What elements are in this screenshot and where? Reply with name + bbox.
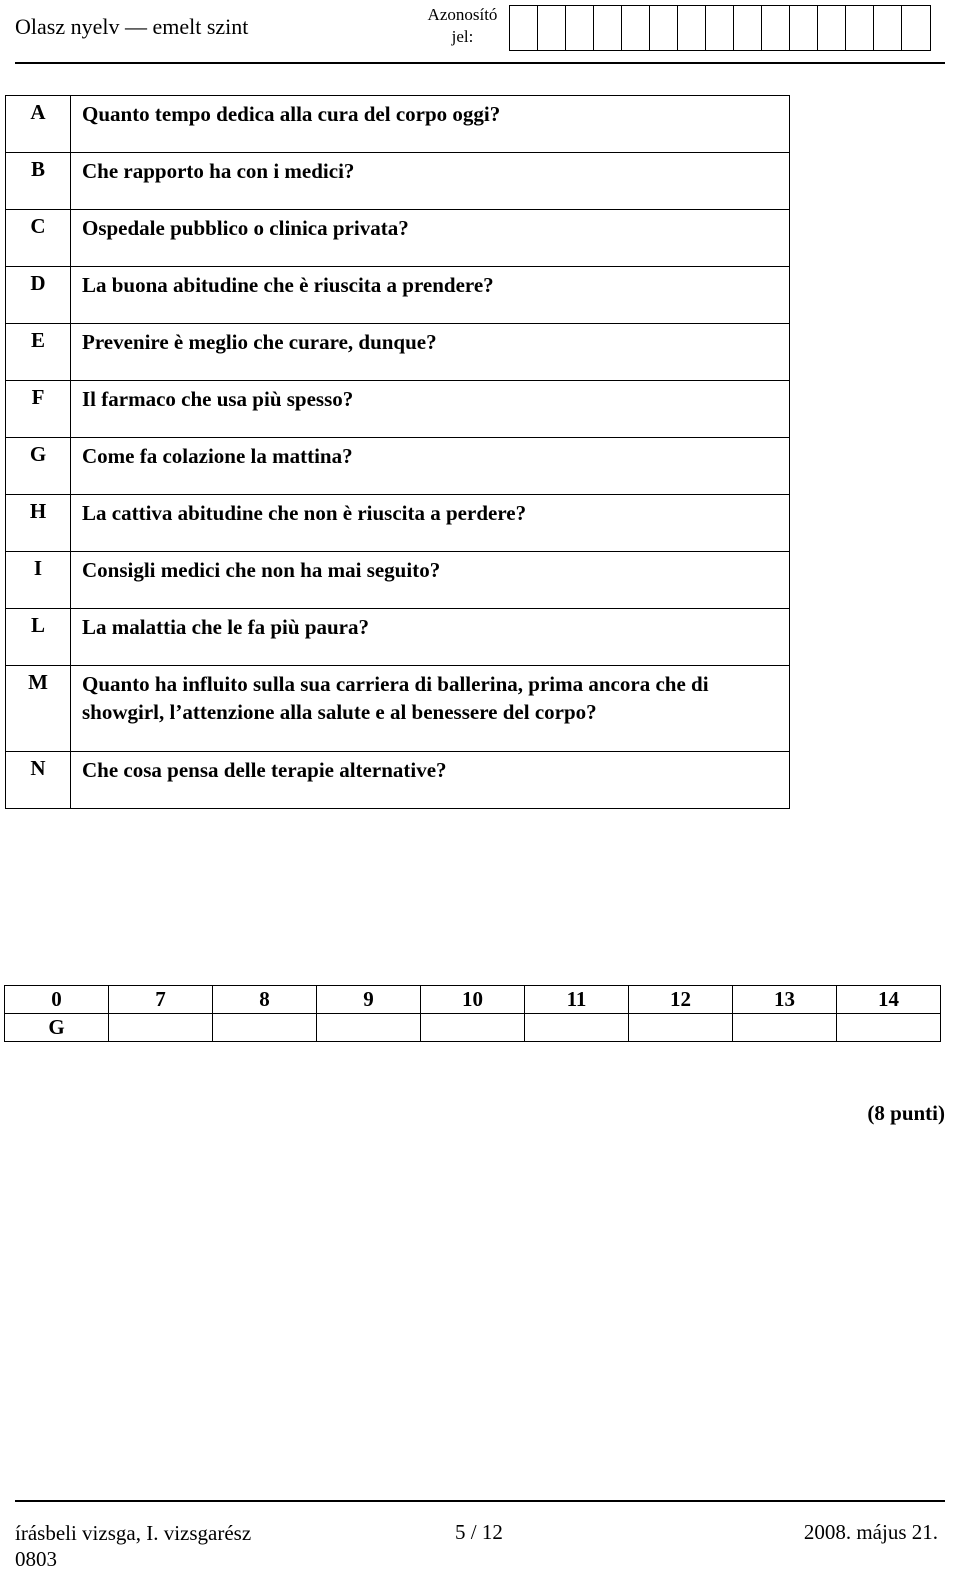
footer-exam-code: 0803	[15, 1547, 57, 1571]
question-text: Il farmaco che usa più spesso?	[71, 381, 790, 438]
id-box	[510, 6, 538, 50]
answer-number: 14	[837, 986, 941, 1014]
footer-divider	[15, 1500, 945, 1502]
page-header	[0, 0, 960, 64]
question-letter: M	[6, 666, 71, 752]
question-row	[6, 210, 790, 267]
question-row	[6, 666, 790, 752]
id-box	[790, 6, 818, 50]
id-box	[566, 6, 594, 50]
id-box	[762, 6, 790, 50]
id-label-line1: Azonosító	[427, 5, 498, 24]
answer-cell[interactable]	[629, 1014, 733, 1042]
answer-number: 13	[733, 986, 837, 1014]
page-number: 5 / 12	[455, 1520, 503, 1544]
answer-grid-answers-row	[5, 1014, 941, 1042]
answer-cell[interactable]	[109, 1014, 213, 1042]
answer-cell[interactable]	[525, 1014, 629, 1042]
question-row	[6, 609, 790, 666]
question-row	[6, 96, 790, 153]
question-row	[6, 267, 790, 324]
answer-grid	[4, 985, 941, 1042]
answer-number: 8	[213, 986, 317, 1014]
question-letter: B	[6, 153, 71, 210]
question-letter: L	[6, 609, 71, 666]
question-text: Quanto ha influito sulla sua carriera di ballerina, prima ancora che di showgirl, l’attenzione alla salute e al benessere del corpo?	[71, 666, 790, 752]
id-box	[594, 6, 622, 50]
question-letter: I	[6, 552, 71, 609]
id-box	[846, 6, 874, 50]
answer-cell[interactable]	[837, 1014, 941, 1042]
question-row	[6, 552, 790, 609]
id-label	[420, 4, 505, 48]
id-box	[622, 6, 650, 50]
question-text: Che cosa pensa delle terapie alternative?	[71, 752, 790, 809]
question-letter: E	[6, 324, 71, 381]
question-row	[6, 438, 790, 495]
id-box	[734, 6, 762, 50]
answer-cell[interactable]	[317, 1014, 421, 1042]
answer-number: 10	[421, 986, 525, 1014]
question-letter: N	[6, 752, 71, 809]
id-box	[706, 6, 734, 50]
question-letter: A	[6, 96, 71, 153]
question-row	[6, 153, 790, 210]
answer-cell[interactable]	[421, 1014, 525, 1042]
footer-exam-name: írásbeli vizsga, I. vizsgarész	[15, 1521, 252, 1545]
header-divider	[15, 62, 945, 64]
answer-number: 9	[317, 986, 421, 1014]
id-boxes	[509, 5, 931, 51]
answer-number: 7	[109, 986, 213, 1014]
id-label-line2: jel:	[451, 27, 474, 46]
answer-cell: G	[5, 1014, 109, 1042]
question-text: Ospedale pubblico o clinica privata?	[71, 210, 790, 267]
answer-cell[interactable]	[733, 1014, 837, 1042]
question-row	[6, 495, 790, 552]
question-letter: C	[6, 210, 71, 267]
question-text: Consigli medici che non ha mai seguito?	[71, 552, 790, 609]
question-text: Prevenire è meglio che curare, dunque?	[71, 324, 790, 381]
id-box	[538, 6, 566, 50]
header-title: Olasz nyelv — emelt szint	[15, 14, 249, 39]
answer-grid-numbers-row	[5, 986, 941, 1014]
question-table	[5, 95, 790, 809]
question-text: La cattiva abitudine che non è riuscita a perdere?	[71, 495, 790, 552]
answer-cell[interactable]	[213, 1014, 317, 1042]
question-letter: G	[6, 438, 71, 495]
question-text: La malattia che le fa più paura?	[71, 609, 790, 666]
question-row	[6, 324, 790, 381]
id-box	[650, 6, 678, 50]
question-row	[6, 752, 790, 809]
answer-number: 0	[5, 986, 109, 1014]
id-box	[874, 6, 902, 50]
question-text: Che rapporto ha con i medici?	[71, 153, 790, 210]
id-box	[818, 6, 846, 50]
question-letter: D	[6, 267, 71, 324]
id-box	[678, 6, 706, 50]
footer-date: 2008. május 21.	[803, 1520, 938, 1544]
question-text: Come fa colazione la mattina?	[71, 438, 790, 495]
answer-number: 12	[629, 986, 733, 1014]
question-text: La buona abitudine che è riuscita a prendere?	[71, 267, 790, 324]
question-row	[6, 381, 790, 438]
points-label: (8 punti)	[867, 1101, 945, 1125]
answer-number: 11	[525, 986, 629, 1014]
footer-exam-info	[15, 1520, 251, 1572]
id-box	[902, 6, 930, 50]
question-letter: H	[6, 495, 71, 552]
question-text: Quanto tempo dedica alla cura del corpo oggi?	[71, 96, 790, 153]
question-letter: F	[6, 381, 71, 438]
